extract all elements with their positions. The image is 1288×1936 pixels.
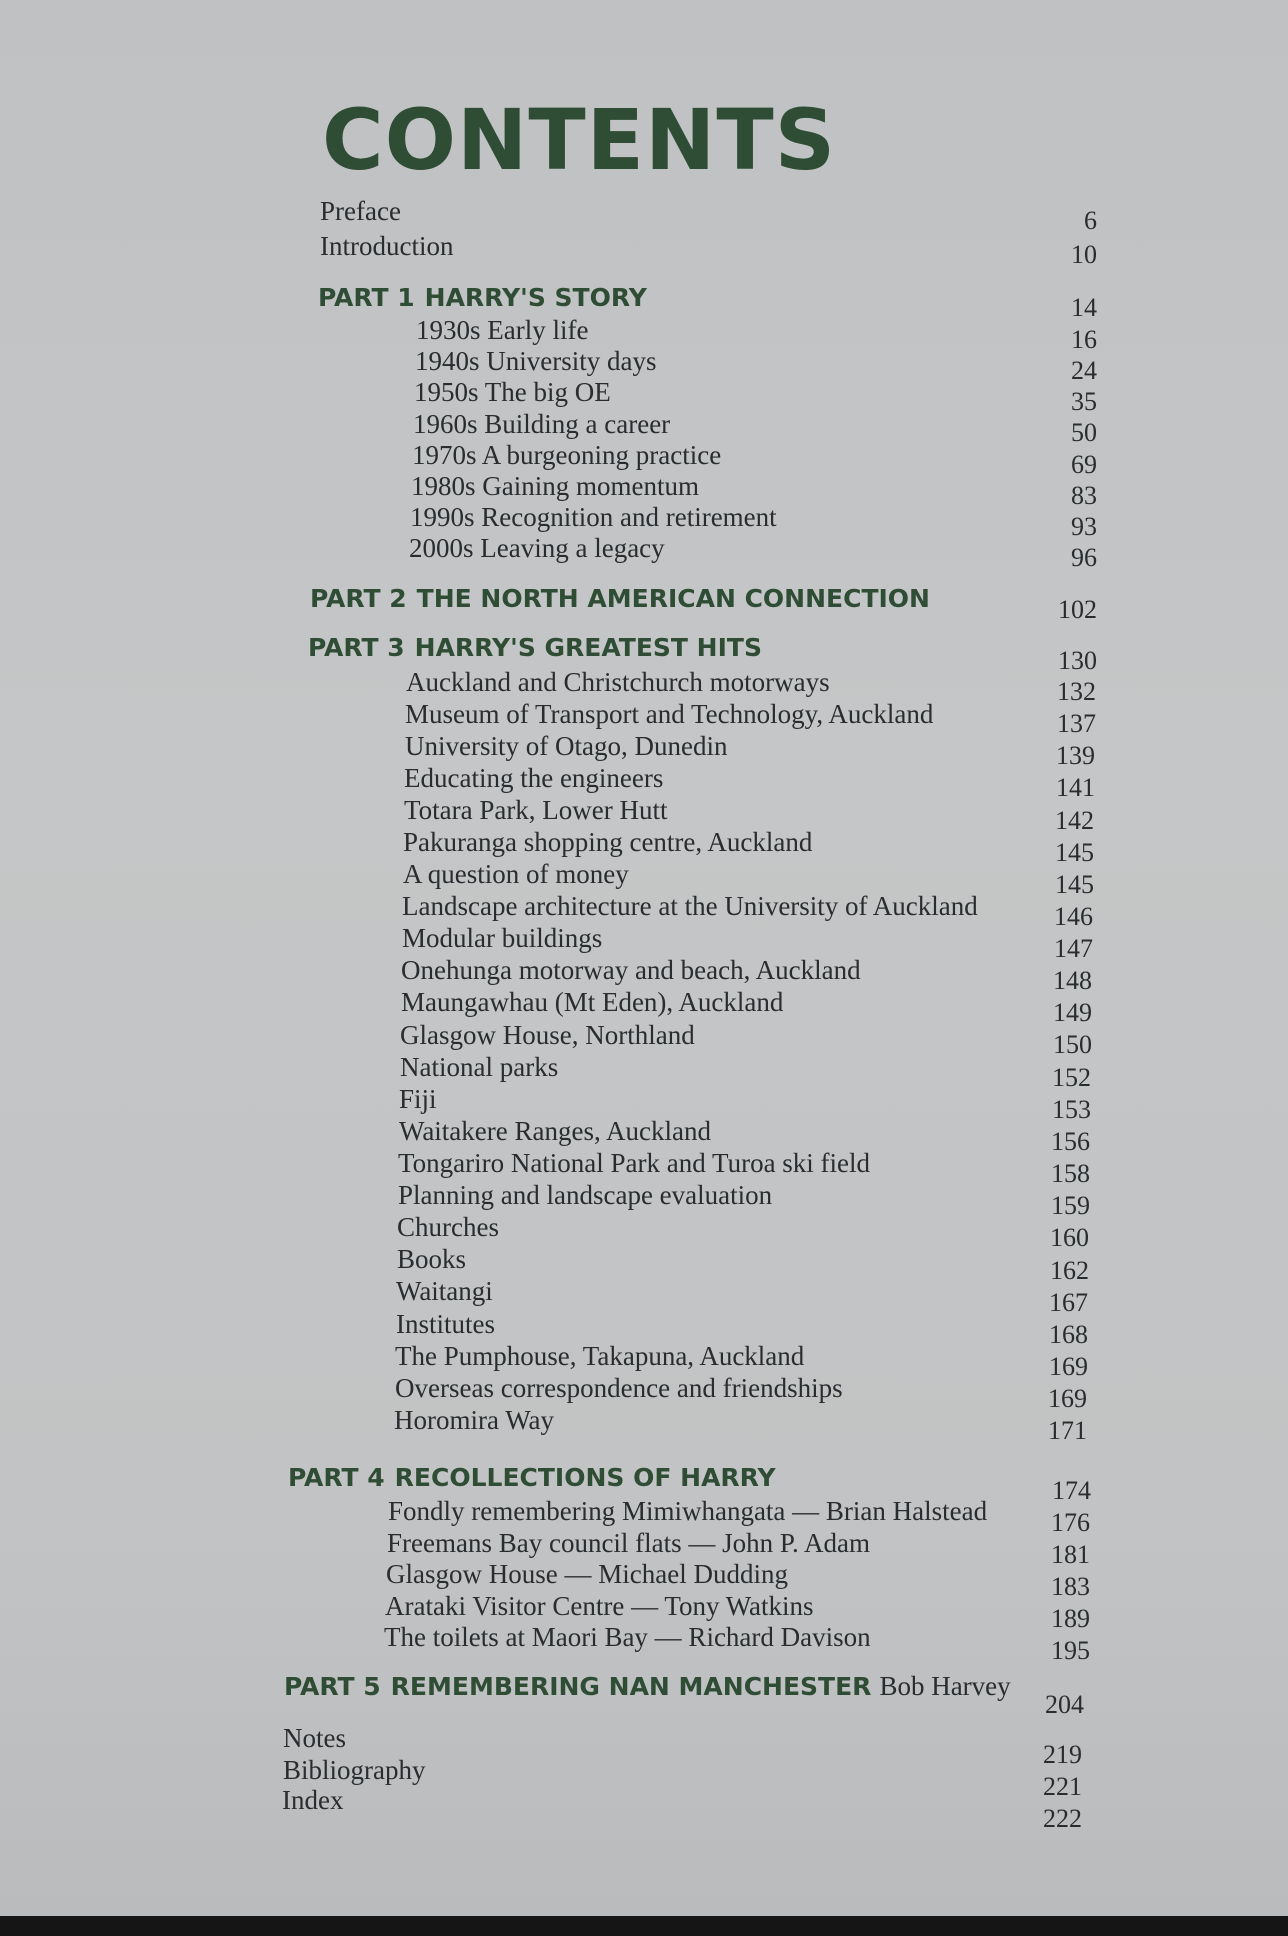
page-number: 141 [1056,773,1095,802]
toc-entry [282,1785,343,1819]
entry-label: Introduction [320,231,454,261]
entry-label: Onehunga motorway and beach, Auckland [401,955,861,985]
entry-label: Index [282,1785,344,1815]
toc-entry [399,1116,711,1150]
entry-label: Fondly remembering Mimiwhangata — Brian Halstead [388,1496,988,1526]
part-number: PART 1 [318,283,415,312]
toc-entry [283,1755,426,1789]
part-heading [310,584,930,618]
entry-label: Bibliography [283,1755,426,1785]
page-number: 195 [1051,1636,1090,1665]
toc-entry [404,795,668,829]
page-title: CONTENTS [322,91,837,189]
page-number: 145 [1055,870,1094,899]
page-number: 189 [1051,1604,1090,1633]
entry-label: Overseas correspondence and friendships [395,1373,843,1403]
part-number: PART 4 [288,1463,385,1492]
entry-label: Maungawhau (Mt Eden), Auckland [401,987,784,1017]
page-number: 156 [1051,1127,1090,1156]
page-number: 152 [1052,1063,1091,1092]
part-number: PART 5 [284,1672,381,1701]
entry-label: Arataki Visitor Centre — Tony Watkins [385,1591,814,1621]
entry-label: A question of money [403,859,629,889]
toc-entry [397,1212,499,1246]
page-number: 176 [1051,1508,1090,1537]
entry-label: Freemans Bay council flats — John P. Adam [387,1528,870,1558]
page-number: 93 [1071,512,1097,541]
toc-entry [320,231,453,265]
page-number: 150 [1053,1030,1092,1059]
page-number: 222 [1043,1804,1082,1833]
entry-label: 1960s Building a career [413,409,671,439]
entry-label: Modular buildings [402,923,603,953]
toc-entry [414,377,611,411]
part-author: Bob Harvey [879,1671,1011,1701]
entry-label: Horomira Way [394,1405,555,1435]
toc-entry [384,1622,871,1656]
part-heading [288,1463,776,1497]
page-number: 35 [1071,387,1097,416]
entry-label: Books [397,1244,467,1274]
toc-entry [405,699,933,733]
page-number: 16 [1071,325,1097,354]
entry-label: 2000s Leaving a legacy [409,533,665,563]
toc-entry [416,315,588,349]
toc-entry [398,1148,870,1182]
toc-entry [385,1591,814,1625]
toc-entry [388,1496,987,1530]
page-number: 137 [1057,709,1096,738]
toc-entry [396,1309,495,1343]
entry-label: 1980s Gaining momentum [411,471,699,501]
page-number: 204 [1045,1690,1084,1719]
entry-label: Churches [397,1212,499,1242]
toc-entry [412,440,721,474]
entry-label: Fiji [399,1084,437,1114]
page-number: 181 [1051,1540,1090,1569]
part-name: HARRY'S STORY [424,283,647,312]
entry-label: 1950s The big OE [414,377,611,407]
part-title [284,1672,871,1701]
page-number: 132 [1057,677,1096,706]
entry-label: Pakuranga shopping centre, Auckland [403,827,813,857]
toc-entry [400,1020,695,1054]
entry-label: University of Otago, Dunedin [405,731,728,761]
toc-entry [413,409,670,443]
entry-label: Tongariro National Park and Turoa ski field [398,1148,871,1178]
page-number: 83 [1071,481,1097,510]
entry-label: Waitakere Ranges, Auckland [399,1116,711,1146]
entry-label: 1940s University days [415,346,657,376]
entry-label: The Pumphouse, Takapuna, Auckland [395,1341,805,1371]
toc-entry [395,1373,843,1407]
toc-entry [410,502,777,536]
entry-label: Planning and landscape evaluation [398,1180,773,1210]
toc-entry [415,346,656,380]
toc-entry [401,987,783,1021]
part-heading [318,283,647,317]
page-number: 130 [1058,646,1097,675]
part-title [308,633,762,662]
part-name: REMEMBERING NAN MANCHESTER [390,1672,872,1701]
part-title [318,283,647,312]
part-number: PART 3 [308,633,405,662]
toc-entry [406,667,830,701]
toc-entry [397,1244,466,1278]
toc-entry [411,471,699,505]
entry-label: Waitangi [396,1276,493,1306]
entry-label: National parks [400,1052,559,1082]
page-number: 169 [1048,1384,1087,1413]
toc-entry [403,859,629,893]
entry-label: Totara Park, Lower Hutt [404,795,668,825]
entry-label: Auckland and Christchurch motorways [406,667,830,697]
entry-label: 1990s Recognition and retirement [410,502,777,532]
entry-label: 1970s A burgeoning practice [412,440,722,470]
bottom-shadow [0,1916,1288,1936]
toc-entry [404,763,663,797]
entry-label: Museum of Transport and Technology, Auckland [405,699,934,729]
toc-entry [395,1341,804,1375]
entry-label: Glasgow House, Northland [400,1020,695,1050]
entry-label: 1930s Early life [416,315,589,345]
toc-entry [386,1559,788,1593]
toc-entry [399,1084,437,1118]
page-number: 168 [1049,1320,1088,1349]
page-number: 174 [1052,1476,1091,1505]
page-number: 24 [1071,356,1097,385]
page-number: 162 [1050,1256,1089,1285]
part-name: THE NORTH AMERICAN CONNECTION [416,584,930,613]
toc-entry [402,923,602,957]
toc-entry [396,1276,493,1310]
toc-entry [401,955,861,989]
page-number: 69 [1071,450,1097,479]
page-number: 96 [1071,543,1097,572]
page-number: 219 [1043,1740,1082,1769]
page-number: 147 [1054,934,1093,963]
part-title [288,1463,776,1492]
toc-entry [398,1180,772,1214]
part-name: HARRY'S GREATEST HITS [414,633,762,662]
toc-entry [387,1528,870,1562]
toc-entry [403,827,812,861]
part-number: PART 2 [310,584,407,613]
page-number: 139 [1056,741,1095,770]
page-number: 167 [1049,1288,1088,1317]
part-heading [284,1671,1011,1705]
toc-entry [394,1405,554,1439]
page-number: 6 [1084,206,1097,235]
part-name: RECOLLECTIONS OF HARRY [394,1463,776,1492]
toc-entry [402,891,978,925]
entry-label: Institutes [396,1309,495,1339]
page-number: 142 [1055,806,1094,835]
toc-entry [400,1052,558,1086]
page-number: 149 [1053,998,1092,1027]
page-number: 158 [1051,1159,1090,1188]
page-number: 159 [1051,1191,1090,1220]
page-number: 221 [1043,1772,1082,1801]
page-number: 14 [1071,293,1097,322]
page-number: 50 [1071,418,1097,447]
part-title [310,584,930,613]
page-number: 153 [1052,1095,1091,1124]
toc-entry [409,533,665,567]
page-number: 148 [1053,966,1092,995]
page-number: 145 [1055,838,1094,867]
toc-entry [405,731,727,765]
page-number: 183 [1051,1572,1090,1601]
page-number: 10 [1071,240,1097,269]
page-number: 171 [1048,1416,1087,1445]
page-number: 160 [1050,1223,1089,1252]
entry-label: Educating the engineers [404,763,664,793]
part-heading [308,633,762,667]
page-number: 146 [1054,902,1093,931]
page-number: 169 [1049,1352,1088,1381]
toc-entry [320,196,401,230]
entry-label: Glasgow House — Michael Dudding [386,1559,788,1589]
entry-label: Landscape architecture at the University of Auckland [402,891,978,921]
page-number: 102 [1058,595,1097,624]
entry-label: The toilets at Maori Bay — Richard Davison [384,1622,871,1652]
toc-entry [283,1723,346,1757]
entry-label: Notes [283,1723,346,1753]
entry-label: Preface [320,196,401,226]
